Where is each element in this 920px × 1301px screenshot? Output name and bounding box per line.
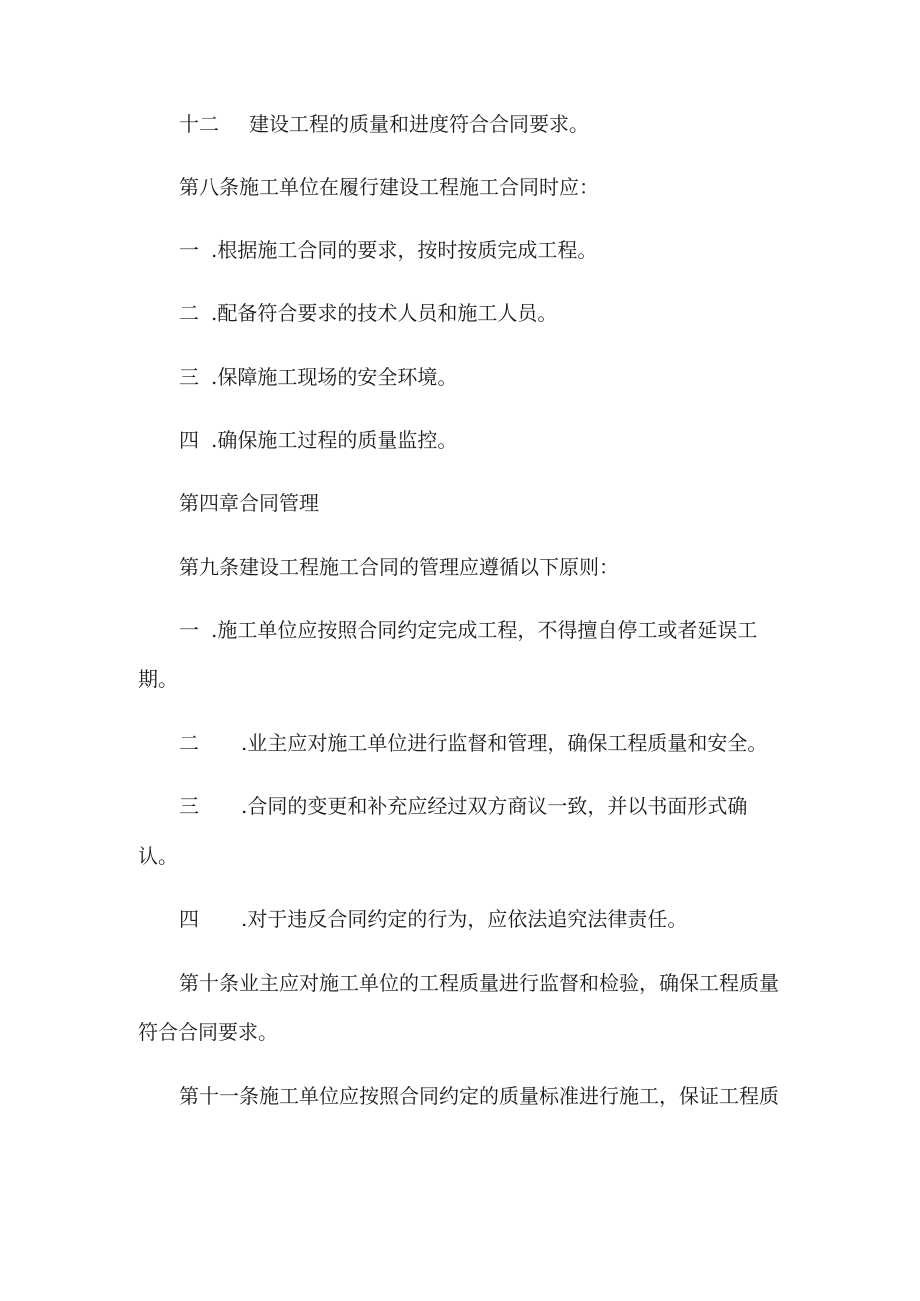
paragraph-item-12: [179, 112, 589, 136]
paragraph-text: 第十一条施工单位应按照合同约定的质量标准进行施工，保证工程质: [179, 1084, 779, 1108]
paragraph-text: 第四章合同管理: [179, 491, 319, 515]
article-9-item-4: [179, 907, 687, 931]
paragraph-text: 期。: [138, 667, 178, 691]
list-marker: 一: [179, 238, 199, 262]
list-marker: 三: [179, 365, 199, 389]
list-marker: 四: [179, 907, 199, 931]
paragraph-text: .对于违反合同约定的行为，应依法追究法律责任。: [241, 907, 688, 931]
paragraph-text: .根据施工合同的要求，按时按质完成工程。: [211, 238, 598, 262]
article-8-item-1: [179, 238, 597, 262]
paragraph-text: .保障施工现场的安全环境。: [211, 365, 458, 389]
article-8-item-4: [179, 428, 457, 452]
article-11: [179, 1084, 779, 1108]
article-8-item-3: [179, 365, 457, 389]
paragraph-text: .业主应对施工单位进行监督和管理，确保工程质量和安全。: [241, 731, 768, 755]
article-9-heading: [179, 555, 619, 579]
article-9-item-3-continuation: [138, 844, 178, 868]
paragraph-text: 符合合同要求。: [138, 1020, 278, 1044]
paragraph-text: 第十条业主应对施工单位的工程质量进行监督和检验，确保工程质量: [179, 971, 779, 995]
paragraph-text: 第九条建设工程施工合同的管理应遵循以下原则：: [179, 555, 619, 579]
paragraph-text: .确保施工过程的质量监控。: [211, 428, 458, 452]
article-10-continuation: [138, 1020, 278, 1044]
article-9-item-1: [179, 618, 757, 642]
paragraph-text: .配备符合要求的技术人员和施工人员。: [211, 301, 558, 325]
list-marker: 二: [179, 731, 199, 755]
article-9-item-1-continuation: [138, 667, 178, 691]
paragraph-text: .施工单位应按照合同约定完成工程，不得擅自停工或者延误工: [211, 618, 758, 642]
article-9-item-2: [179, 731, 767, 755]
paragraph-text: 认。: [138, 844, 178, 868]
chapter-4-heading: [179, 491, 319, 515]
article-8-item-2: [179, 301, 557, 325]
paragraph-text: 建设工程的质量和进度符合合同要求。: [249, 112, 589, 136]
list-marker: 三: [179, 794, 199, 818]
paragraph-text: .合同的变更和补充应经过双方商议一致，并以书面形式确: [241, 794, 748, 818]
list-marker: 一: [179, 618, 199, 642]
article-9-item-3: [179, 794, 747, 818]
article-10: [179, 971, 779, 995]
list-marker: 四: [179, 428, 199, 452]
list-marker: 十二: [179, 112, 219, 136]
list-marker: 二: [179, 301, 199, 325]
paragraph-text: 第八条施工单位在履行建设工程施工合同时应：: [179, 175, 599, 199]
article-8-heading: [179, 175, 599, 199]
